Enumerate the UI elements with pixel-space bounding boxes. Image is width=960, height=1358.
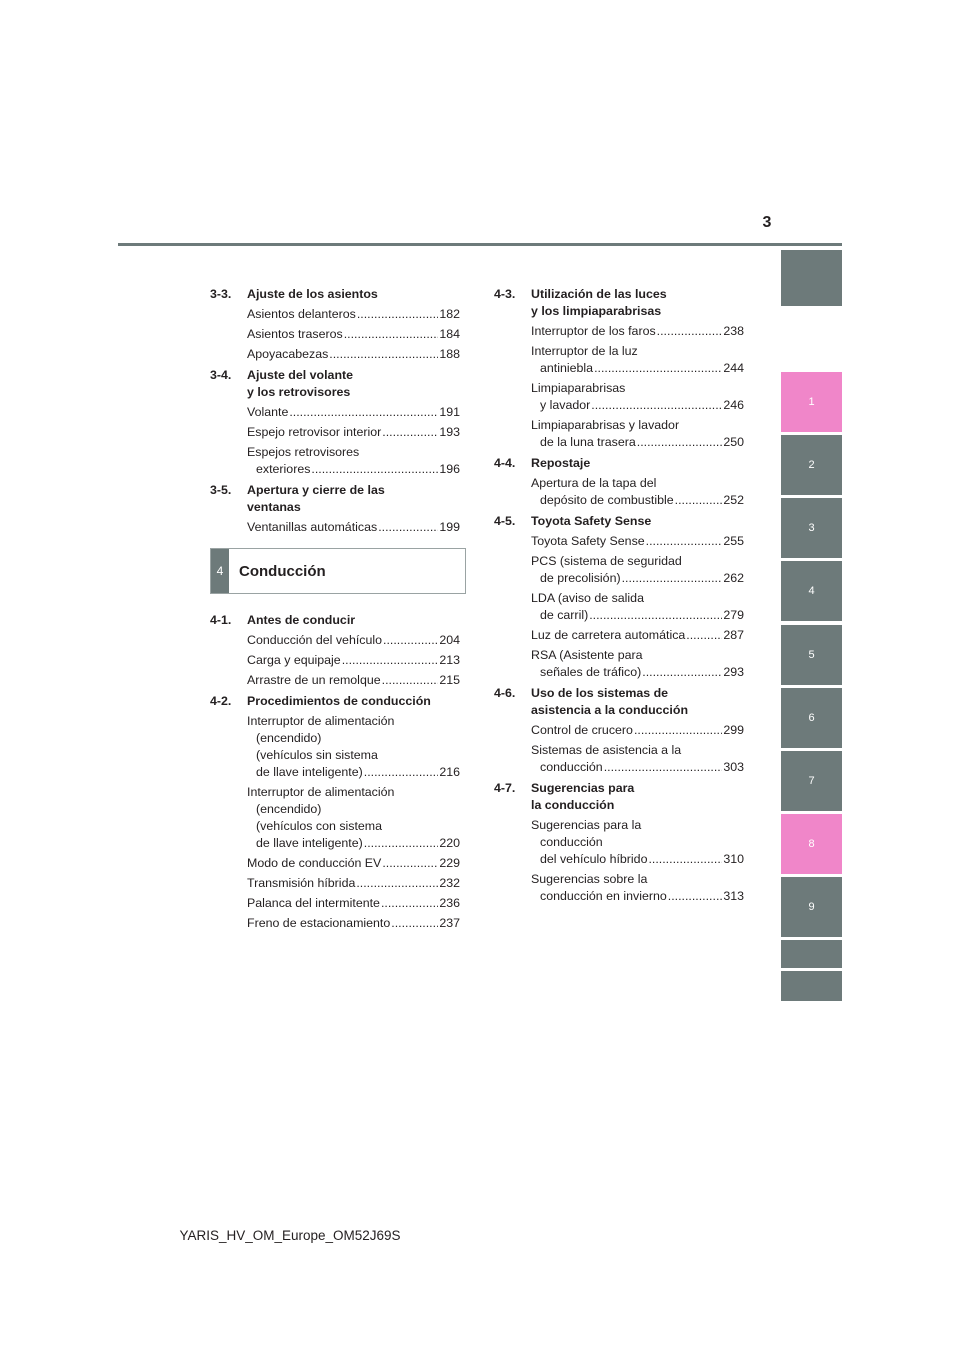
- toc-left-column: [210, 286, 460, 540]
- entry-title-line: Apoyacabezas: [247, 347, 329, 361]
- toc-right-column: [494, 286, 744, 909]
- leader-dots: [642, 664, 722, 681]
- toc-left-top: [210, 286, 460, 536]
- toc-entry[interactable]: [531, 722, 744, 739]
- toc-entry[interactable]: [531, 380, 744, 414]
- chapter-tab[interactable]: 8: [781, 814, 842, 874]
- section-number: 4-4.: [494, 456, 516, 470]
- entry-title-line: señales de tráfico): [540, 665, 642, 679]
- entry-title-line: RSA (Asistente para: [531, 648, 643, 662]
- section-heading: [494, 455, 744, 472]
- chapter-title: Conducción: [239, 562, 326, 580]
- leader-dots: [391, 915, 438, 932]
- leader-dots: [344, 326, 439, 343]
- entry-title-line: depósito de combustible: [540, 493, 674, 507]
- chapter-tab[interactable]: 1: [781, 372, 842, 432]
- page-reference: 232: [439, 876, 460, 890]
- page-reference: 213: [439, 653, 460, 667]
- entry-title-line: Modo de conducción EV: [247, 856, 382, 870]
- section-heading: [494, 780, 744, 814]
- page-reference: 237: [439, 916, 460, 930]
- entry-title-line: del vehículo híbrido: [540, 852, 648, 866]
- leader-dots: [634, 722, 722, 739]
- leader-dots: [382, 672, 439, 689]
- section-title: Toyota Safety Sense: [531, 514, 652, 528]
- toc-entry[interactable]: [247, 444, 460, 478]
- toc-section: [210, 612, 460, 689]
- section-title: Sugerencias para la conducción: [531, 781, 635, 812]
- entry-title-line: y lavador: [540, 398, 591, 412]
- toc-entry[interactable]: [247, 713, 460, 781]
- entry-title-line: Espejo retrovisor interior: [247, 425, 382, 439]
- chapter-tab[interactable]: [781, 250, 842, 306]
- entry-title-line: Freno de estacionamiento: [247, 916, 391, 930]
- chapter-tab[interactable]: 7: [781, 751, 842, 811]
- page-reference: 262: [723, 571, 744, 585]
- page-reference: 188: [439, 347, 460, 361]
- entry-title-line: PCS (sistema de seguridad: [531, 554, 682, 568]
- leader-dots: [356, 875, 438, 892]
- toc-section: [494, 286, 744, 451]
- toc-entry[interactable]: [531, 627, 744, 644]
- chapter-tab[interactable]: [781, 940, 842, 968]
- toc-entry[interactable]: [247, 895, 460, 912]
- toc-section: [494, 780, 744, 905]
- leader-dots: [589, 607, 722, 624]
- page-reference: 287: [723, 628, 744, 642]
- section-title: Ajuste del volante y los retrovisores: [247, 368, 354, 399]
- section-title: Repostaje: [531, 456, 591, 470]
- toc-entry[interactable]: [247, 632, 460, 649]
- toc-entry[interactable]: [247, 915, 460, 932]
- entry-title-line: Luz de carretera automática: [531, 628, 686, 642]
- page-reference: 196: [439, 462, 460, 476]
- entry-title-line: Conducción del vehículo: [247, 633, 383, 647]
- section-title: Apertura y cierre de las ventanas: [247, 483, 385, 514]
- page-reference: 279: [723, 608, 744, 622]
- leader-dots: [329, 346, 438, 363]
- leader-dots: [381, 895, 438, 912]
- section-number: 4-3.: [494, 287, 516, 301]
- entry-title-line: Sistemas de asistencia a la: [531, 743, 682, 757]
- leader-dots: [668, 888, 723, 905]
- section-title: Utilización de las luces y los limpiaparabrisas: [531, 287, 667, 318]
- entry-title-line: Volante: [247, 405, 289, 419]
- footer-code: YARIS_HV_OM_Europe_OM52J69S: [179, 1228, 401, 1243]
- section-heading: [210, 286, 460, 303]
- page-reference: 310: [723, 852, 744, 866]
- leader-dots: [686, 627, 722, 644]
- toc-entry[interactable]: [247, 424, 460, 441]
- toc-section: [494, 513, 744, 681]
- leader-dots: [648, 851, 722, 868]
- section-number: 3-3.: [210, 287, 232, 301]
- chapter-tab[interactable]: 3: [781, 498, 842, 558]
- page-reference: 255: [723, 534, 744, 548]
- entry-title-line: Interruptor de alimentación: [247, 785, 395, 799]
- toc-section: [210, 367, 460, 478]
- entry-title-line: Espejos retrovisores: [247, 445, 360, 459]
- entry-title-line: Limpiaparabrisas: [531, 381, 626, 395]
- section-heading: [210, 367, 460, 401]
- toc-entry[interactable]: [531, 590, 744, 624]
- page-reference: 236: [439, 896, 460, 910]
- entry-title-line: Palanca del intermitente: [247, 896, 380, 910]
- entry-title-line: Limpiaparabrisas y lavador: [531, 418, 680, 432]
- section-title: Ajuste de los asientos: [247, 287, 378, 301]
- toc-entry[interactable]: [531, 817, 744, 868]
- leader-dots: [594, 360, 722, 377]
- chapter-tab[interactable]: 2: [781, 435, 842, 495]
- entry-title-line: Asientos delanteros: [247, 307, 356, 321]
- entry-title-line: (vehículos con sistema: [256, 819, 383, 833]
- page-reference: 238: [723, 324, 744, 338]
- page-number: 3: [762, 214, 772, 231]
- page-reference: 184: [439, 327, 460, 341]
- entry-title-line: Carga y equipaje: [247, 653, 341, 667]
- toc-entry[interactable]: [531, 553, 744, 587]
- toc-entry[interactable]: [531, 871, 744, 905]
- leader-dots: [591, 397, 722, 414]
- entry-title-line: conducción en invierno: [540, 889, 667, 903]
- toc-entry[interactable]: [247, 672, 460, 689]
- page-reference: 229: [439, 856, 460, 870]
- chapter-tab[interactable]: 6: [781, 688, 842, 748]
- toc-entry[interactable]: [247, 404, 460, 421]
- page-reference: 204: [439, 633, 460, 647]
- section-title: Uso de los sistemas de asistencia a la conducción: [531, 686, 689, 717]
- toc-section: [494, 455, 744, 509]
- toc-section: [210, 482, 460, 536]
- toc-section: [494, 685, 744, 776]
- entry-title-line: Interruptor de la luz: [531, 344, 638, 358]
- leader-dots: [357, 306, 438, 323]
- entry-title-line: conducción: [540, 760, 603, 774]
- entry-title-line: Interruptor de alimentación: [247, 714, 395, 728]
- chapter-tab[interactable]: 5: [781, 625, 842, 685]
- entry-title-line: conducción: [540, 835, 603, 849]
- entry-title-line: Sugerencias para la: [531, 818, 642, 832]
- page-reference: 252: [723, 493, 744, 507]
- section-number: 3-4.: [210, 368, 232, 382]
- toc-entry[interactable]: [247, 784, 460, 852]
- toc-entry[interactable]: [247, 326, 460, 343]
- leader-dots: [289, 404, 438, 421]
- entry-title-line: de la luna trasera: [540, 435, 636, 449]
- section-number: 4-2.: [210, 694, 232, 708]
- entry-title-line: Toyota Safety Sense: [531, 534, 645, 548]
- toc-entry[interactable]: [247, 855, 460, 872]
- page-reference: 293: [723, 665, 744, 679]
- section-heading: [494, 286, 744, 320]
- header-rule: [118, 243, 842, 246]
- entry-title-line: Asientos traseros: [247, 327, 343, 341]
- toc-entry[interactable]: [531, 475, 744, 509]
- page-reference: 246: [723, 398, 744, 412]
- toc-entry[interactable]: [531, 533, 744, 550]
- entry-title-line: (encendido): [256, 731, 322, 745]
- toc-entry[interactable]: [531, 742, 744, 776]
- section-number: 4-6.: [494, 686, 516, 700]
- section-number: 4-1.: [210, 613, 232, 627]
- toc-entry[interactable]: [531, 323, 744, 340]
- toc-entry[interactable]: [531, 647, 744, 681]
- entry-title-line: de precolisión): [540, 571, 621, 585]
- section-number: 4-7.: [494, 781, 516, 795]
- section-heading: [494, 513, 744, 530]
- section-heading: [210, 482, 460, 516]
- toc-entry[interactable]: [247, 346, 460, 363]
- page-reference: 313: [723, 889, 744, 903]
- leader-dots: [604, 759, 723, 776]
- toc-entry[interactable]: [247, 875, 460, 892]
- page-reference: 250: [723, 435, 744, 449]
- leader-dots: [383, 632, 438, 649]
- page-reference: 303: [723, 760, 744, 774]
- page-reference: 244: [723, 361, 744, 375]
- page-reference: 216: [439, 765, 460, 779]
- leader-dots: [675, 492, 723, 509]
- page-reference: 220: [439, 836, 460, 850]
- leader-dots: [364, 835, 439, 852]
- toc-entry[interactable]: [531, 417, 744, 451]
- entry-title-line: Sugerencias sobre la: [531, 872, 648, 886]
- toc-entry[interactable]: [247, 652, 460, 669]
- section-heading: [210, 612, 460, 629]
- leader-dots: [378, 519, 438, 536]
- leader-dots: [364, 764, 439, 781]
- section-title: Procedimientos de conducción: [247, 694, 431, 708]
- entry-title-line: Control de crucero: [531, 723, 633, 737]
- entry-title-line: de carril): [540, 608, 589, 622]
- page-reference: 193: [439, 425, 460, 439]
- toc-entry[interactable]: [247, 519, 460, 536]
- leader-dots: [637, 434, 723, 451]
- entry-title-line: de llave inteligente): [256, 765, 363, 779]
- section-title: Antes de conducir: [247, 613, 356, 627]
- leader-dots: [622, 570, 723, 587]
- entry-title-line: de llave inteligente): [256, 836, 363, 850]
- toc-right: [494, 286, 744, 905]
- entry-title-line: (encendido): [256, 802, 322, 816]
- chapter-tab[interactable]: 9: [781, 877, 842, 937]
- entry-title-line: Transmisión híbrida: [247, 876, 356, 890]
- page-reference: 191: [439, 405, 460, 419]
- leader-dots: [342, 652, 439, 669]
- entry-title-line: exteriores: [256, 462, 311, 476]
- entry-title-line: antiniebla: [540, 361, 594, 375]
- section-heading: [210, 693, 460, 710]
- toc-section: [210, 286, 460, 363]
- chapter-tab[interactable]: [781, 971, 842, 1001]
- leader-dots: [657, 323, 723, 340]
- entry-title-line: (vehículos sin sistema: [256, 748, 378, 762]
- section-heading: [494, 685, 744, 719]
- toc-left-bottom: [210, 612, 460, 932]
- entry-title-line: Interruptor de los faros: [531, 324, 656, 338]
- entry-title-line: Apertura de la tapa del: [531, 476, 657, 490]
- toc-entry[interactable]: [531, 343, 744, 377]
- page-reference: 215: [439, 673, 460, 687]
- toc-left-bottom-column: [210, 612, 460, 936]
- leader-dots: [382, 855, 438, 872]
- section-number: 4-5.: [494, 514, 516, 528]
- chapter-tab[interactable]: 4: [781, 561, 842, 621]
- leader-dots: [646, 533, 723, 550]
- page-reference: 299: [723, 723, 744, 737]
- entry-title-line: Arrastre de un remolque: [247, 673, 381, 687]
- leader-dots: [311, 461, 438, 478]
- chapter-heading: [210, 548, 466, 594]
- entry-title-line: LDA (aviso de salida: [531, 591, 644, 605]
- leader-dots: [382, 424, 438, 441]
- page-reference: 199: [439, 520, 460, 534]
- section-number: 3-5.: [210, 483, 232, 497]
- page-reference: 182: [439, 307, 460, 321]
- toc-section: [210, 693, 460, 932]
- toc-entry[interactable]: [247, 306, 460, 323]
- chapter-number: 4: [211, 549, 229, 593]
- entry-title-line: Ventanillas automáticas: [247, 520, 378, 534]
